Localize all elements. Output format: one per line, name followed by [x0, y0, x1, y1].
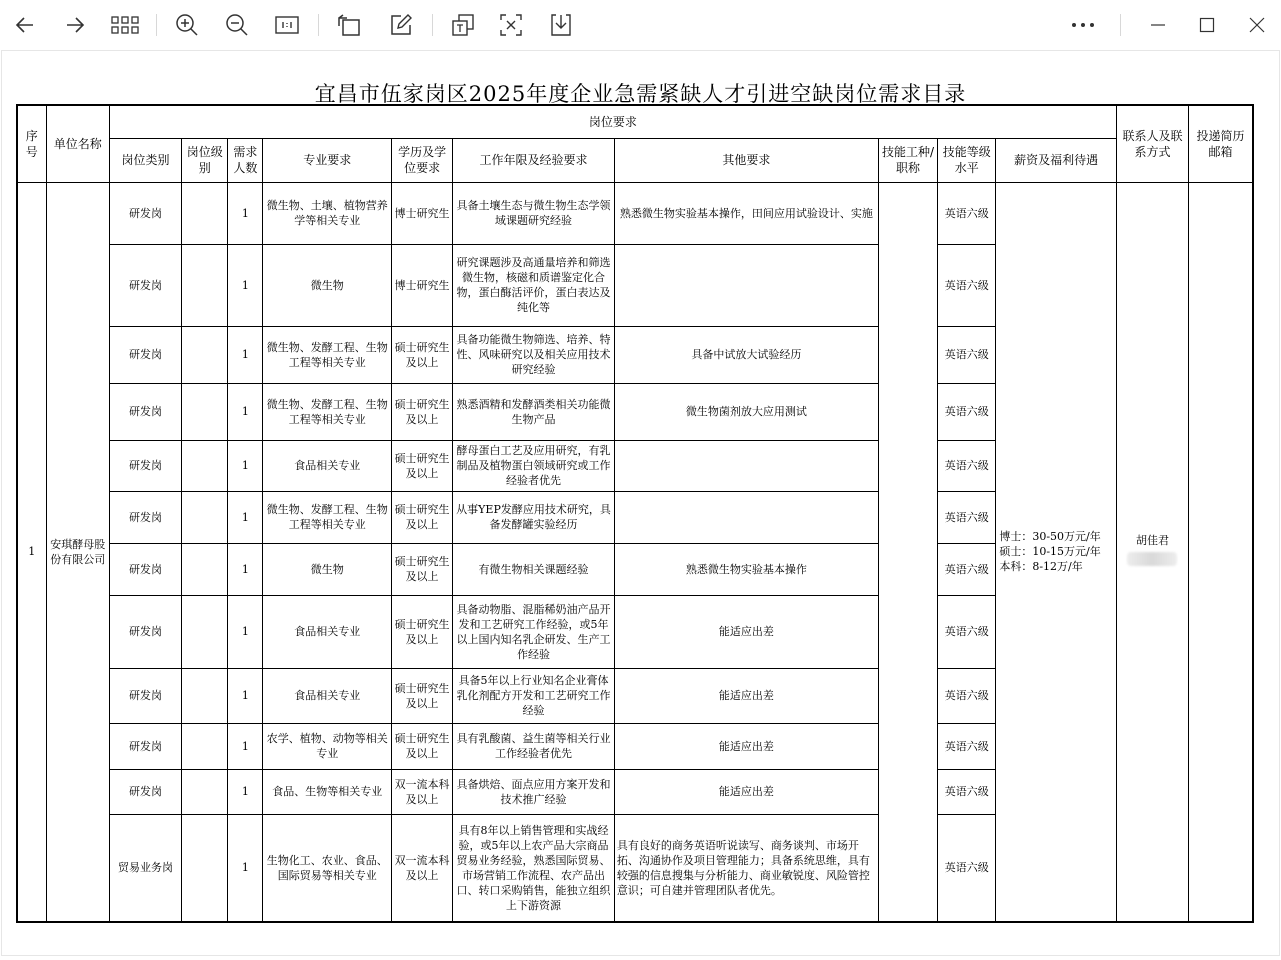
seq-cell: 1	[17, 182, 46, 922]
contact-cell	[1116, 182, 1188, 922]
experience-cell: 熟悉酒精和发酵酒类相关功能微生物产品	[453, 383, 615, 440]
count-cell: 1	[228, 244, 263, 326]
header-skill: 技能等级水平	[938, 138, 996, 182]
viewer-toolbar	[0, 0, 1281, 50]
experience-cell: 具备动物脂、混脂稀奶油产品开发和工艺研究工作经验，或5年以上国内知名乳企研发、生产工作经验	[453, 595, 615, 668]
category-cell: 研发岗	[109, 491, 181, 543]
header-major: 专业要求	[263, 138, 392, 182]
count-cell: 1	[228, 543, 263, 595]
skill-cell: 英语六级	[938, 440, 996, 491]
close-icon[interactable]	[1240, 8, 1274, 42]
experience-cell: 具备5年以上行业知名企业膏体乳化剂配方开发和工艺研究工作经验	[453, 668, 615, 723]
other-cell: 熟悉微生物实验基本操作	[614, 543, 878, 595]
zoom-out-icon[interactable]	[220, 8, 254, 42]
email-cell	[1189, 182, 1253, 922]
other-cell: 具备中试放大试验经历	[614, 326, 878, 383]
major-cell: 食品相关专业	[263, 440, 392, 491]
other-cell: 能适应出差	[614, 723, 878, 769]
actual-size-icon[interactable]	[270, 8, 304, 42]
experience-cell: 具备烘焙、面点应用方案开发和技术推广经验	[453, 769, 615, 814]
other-cell: 能适应出差	[614, 668, 878, 723]
major-cell: 微生物	[263, 543, 392, 595]
header-seq: 序号	[17, 105, 46, 182]
level-cell	[182, 326, 228, 383]
education-cell: 硕士研究生及以上	[391, 668, 452, 723]
count-cell: 1	[228, 440, 263, 491]
grid-view-icon[interactable]	[108, 8, 142, 42]
education-cell: 双一流本科及以上	[391, 769, 452, 814]
header-group: 岗位要求	[109, 105, 1116, 138]
major-cell: 食品相关专业	[263, 595, 392, 668]
skill-cell: 英语六级	[938, 595, 996, 668]
count-cell: 1	[228, 723, 263, 769]
major-cell: 农学、植物、动物等相关专业	[263, 723, 392, 769]
job-table	[16, 104, 1254, 923]
experience-cell: 具备土壤生态与微生物生态学领域课题研究经验	[453, 182, 615, 244]
header-education: 学历及学位要求	[391, 138, 452, 182]
other-cell: 能适应出差	[614, 595, 878, 668]
category-cell: 贸易业务岗	[109, 814, 181, 922]
education-cell: 硕士研究生及以上	[391, 383, 452, 440]
maximize-icon[interactable]	[1190, 8, 1224, 42]
header-experience: 工作年限及经验要求	[453, 138, 615, 182]
header-level: 岗位级别	[182, 138, 228, 182]
category-cell: 研发岗	[109, 668, 181, 723]
header-title: 技能工种/职称	[878, 138, 937, 182]
contact-name: 胡佳君	[1135, 534, 1169, 548]
skill-cell: 英语六级	[938, 491, 996, 543]
education-cell: 硕士研究生及以上	[391, 491, 452, 543]
category-cell: 研发岗	[109, 182, 181, 244]
forward-arrow-icon[interactable]	[58, 8, 92, 42]
header-other: 其他要求	[614, 138, 878, 182]
education-cell: 博士研究生	[391, 244, 452, 326]
level-cell	[182, 491, 228, 543]
education-cell: 博士研究生	[391, 182, 452, 244]
skill-cell: 英语六级	[938, 668, 996, 723]
experience-cell: 具有乳酸菌、益生菌等相关行业工作经验者优先	[453, 723, 615, 769]
category-cell: 研发岗	[109, 543, 181, 595]
education-cell: 硕士研究生及以上	[391, 440, 452, 491]
header-contact: 联系人及联系方式	[1116, 105, 1188, 182]
level-cell	[182, 814, 228, 922]
major-cell: 微生物、发酵工程、生物工程等相关专业	[263, 491, 392, 543]
rotate-icon[interactable]	[332, 8, 366, 42]
header-count: 需求人数	[228, 138, 263, 182]
skill-cell: 英语六级	[938, 814, 996, 922]
copy-text-icon[interactable]	[446, 8, 480, 42]
ocr-text-icon[interactable]	[494, 8, 528, 42]
salary-line: 硕士：10-15万元/年	[999, 545, 1101, 559]
education-cell: 硕士研究生及以上	[391, 543, 452, 595]
category-cell: 研发岗	[109, 723, 181, 769]
category-cell: 研发岗	[109, 769, 181, 814]
more-icon[interactable]	[1066, 8, 1100, 42]
skill-cell: 英语六级	[938, 769, 996, 814]
other-cell: 能适应出差	[614, 769, 878, 814]
level-cell	[182, 769, 228, 814]
count-cell: 1	[228, 814, 263, 922]
level-cell	[182, 543, 228, 595]
level-cell	[182, 723, 228, 769]
major-cell: 生物化工、农业、食品、国际贸易等相关专业	[263, 814, 392, 922]
experience-cell: 有微生物相关课题经验	[453, 543, 615, 595]
skill-cell: 英语六级	[938, 244, 996, 326]
back-arrow-icon[interactable]	[8, 8, 42, 42]
education-cell: 硕士研究生及以上	[391, 595, 452, 668]
count-cell: 1	[228, 326, 263, 383]
experience-cell: 具备功能微生物筛选、培养、特性、风味研究以及相关应用技术研究经验	[453, 326, 615, 383]
skill-cell: 英语六级	[938, 326, 996, 383]
skill-cell: 英语六级	[938, 543, 996, 595]
salary-cell	[996, 182, 1117, 922]
other-cell: 熟悉微生物实验基本操作，田间应用试验设计、实施	[614, 182, 878, 244]
level-cell	[182, 440, 228, 491]
skill-cell: 英语六级	[938, 182, 996, 244]
other-cell: 具有良好的商务英语听说读写、商务谈判、市场开拓、沟通协作及项目管理能力；具备系统思维，具有较强的信息搜集与分析能力、商业敏锐度、风险管控意识；可自建并管理团队者优先。	[614, 814, 878, 922]
count-cell: 1	[228, 595, 263, 668]
level-cell	[182, 383, 228, 440]
title-cell	[878, 182, 937, 922]
company-name-cell: 安琪酵母股份有限公司	[46, 182, 109, 922]
header-email: 投递简历邮箱	[1189, 105, 1253, 182]
salary-line: 本科：8-12万/年	[999, 560, 1083, 574]
count-cell: 1	[228, 182, 263, 244]
experience-cell: 研究课题涉及高通量培养和筛选微生物，核磁和质谱鉴定化合物，蛋白酶活评价，蛋白表达及纯化等	[453, 244, 615, 326]
edit-icon[interactable]	[384, 8, 418, 42]
skill-cell: 英语六级	[938, 723, 996, 769]
other-cell	[614, 440, 878, 491]
experience-cell: 具有8年以上销售管理和实战经验，或5年以上农产品大宗商品贸易业务经验，熟悉国际贸易、市场营销工作流程、农产品出口、转口采购销售，能独立组织上下游资源	[453, 814, 615, 922]
category-cell: 研发岗	[109, 595, 181, 668]
education-cell: 双一流本科及以上	[391, 814, 452, 922]
document-title: 宜昌市伍家岗区2025年度企业急需紧缺人才引进空缺岗位需求目录	[314, 82, 967, 106]
header-company: 单位名称	[46, 105, 109, 182]
skill-cell: 英语六级	[938, 383, 996, 440]
major-cell: 微生物、发酵工程、生物工程等相关专业	[263, 383, 392, 440]
other-cell	[614, 244, 878, 326]
redacted-phone	[1127, 552, 1177, 566]
minimize-icon[interactable]	[1141, 8, 1175, 42]
level-cell	[182, 182, 228, 244]
salary-line: 博士：30-50万元/年	[999, 530, 1101, 544]
header-category: 岗位类别	[109, 138, 181, 182]
category-cell: 研发岗	[109, 244, 181, 326]
header-salary: 薪资及福利待遇	[996, 138, 1117, 182]
other-cell: 微生物菌剂放大应用测试	[614, 383, 878, 440]
zoom-in-icon[interactable]	[170, 8, 204, 42]
level-cell	[182, 668, 228, 723]
education-cell: 硕士研究生及以上	[391, 326, 452, 383]
major-cell: 微生物、土壤、植物营养学等相关专业	[263, 182, 392, 244]
table-row	[17, 182, 1253, 244]
download-icon[interactable]	[544, 8, 578, 42]
level-cell	[182, 595, 228, 668]
experience-cell: 酵母蛋白工艺及应用研究，有乳制品及植物蛋白领域研究或工作经验者优先	[453, 440, 615, 491]
education-cell: 硕士研究生及以上	[391, 723, 452, 769]
category-cell: 研发岗	[109, 383, 181, 440]
category-cell: 研发岗	[109, 440, 181, 491]
count-cell: 1	[228, 383, 263, 440]
other-cell	[614, 491, 878, 543]
count-cell: 1	[228, 769, 263, 814]
major-cell: 微生物	[263, 244, 392, 326]
experience-cell: 从事YEP发酵应用技术研究，具备发酵罐实验经历	[453, 491, 615, 543]
major-cell: 食品、生物等相关专业	[263, 769, 392, 814]
category-cell: 研发岗	[109, 326, 181, 383]
level-cell	[182, 244, 228, 326]
count-cell: 1	[228, 668, 263, 723]
major-cell: 食品相关专业	[263, 668, 392, 723]
major-cell: 微生物、发酵工程、生物工程等相关专业	[263, 326, 392, 383]
count-cell: 1	[228, 491, 263, 543]
